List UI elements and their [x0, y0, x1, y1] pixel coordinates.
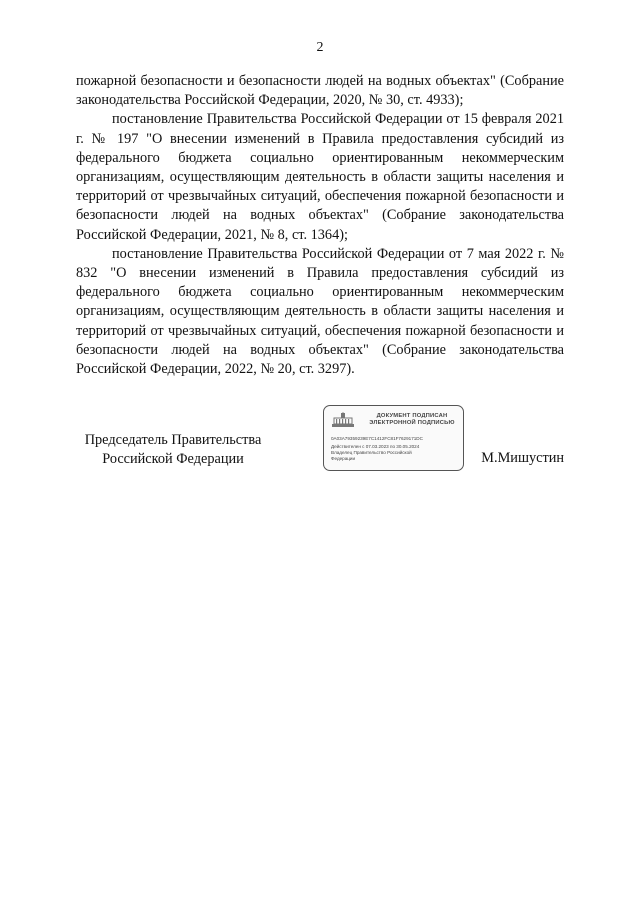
- document-body: [76, 72, 564, 379]
- paragraph-2: постановление Правительства Российской Федерации от 15 февраля 2021 г. № 197 "О внесении изменений в Правила предоставления субсидий из федерального бюджета социально ориентированным некоммерческим организациям, осуществляющим деятельность в области защиты населения и территорий от чрезвычайных ситуаций, обеспечения пожарной безопасности и безопасности людей на водных объектах" (Собрание законодательства Российской Федерации, 2021, № 8, ст. 1364);: [76, 111, 564, 243]
- stamp-title-line2: ЭЛЕКТРОННОЙ ПОДПИСЬЮ: [369, 420, 455, 426]
- signer-position: [78, 431, 268, 469]
- paragraph-1: пожарной безопасности и безопасности людей на водных объектах" (Собрание законодательства Российской Федерации, 2020, № 30, ст. 4933);: [76, 73, 564, 109]
- stamp-certificate: 0A03A79359239E7C1412FC81F7629171DC: [331, 436, 423, 441]
- stamp-owner-line1: Владелец Правительство Российской: [331, 450, 412, 455]
- signer-position-line2: Российской Федерации: [102, 451, 244, 467]
- government-building-icon: [331, 412, 355, 428]
- signer-position-line1: Председатель Правительства: [84, 432, 262, 448]
- signer-name: М.Мишустин: [481, 450, 564, 466]
- page-number: 2: [316, 40, 324, 55]
- paragraph-3: постановление Правительства Российской Федерации от 7 мая 2022 г. № 832 "О внесении изменений в Правила предоставления субсидий из федерального бюджета социально ориентированным некоммерческим организациям, осуществляющим деятельность в области защиты населения и территорий от чрезвычайных ситуаций, обеспечения пожарной безопасности и безопасности людей на водных объектах" (Собрание законодательства Российской Федерации, 2022, № 20, ст. 3297).: [76, 245, 564, 378]
- stamp-owner-line2: Федерации: [331, 456, 356, 461]
- stamp-title: [362, 413, 462, 427]
- stamp-validity: Действителен с 07.03.2023 по 30.05.2024: [331, 444, 420, 449]
- stamp-title-line1: ДОКУМЕНТ ПОДПИСАН: [376, 413, 448, 419]
- electronic-signature-stamp: [323, 405, 464, 471]
